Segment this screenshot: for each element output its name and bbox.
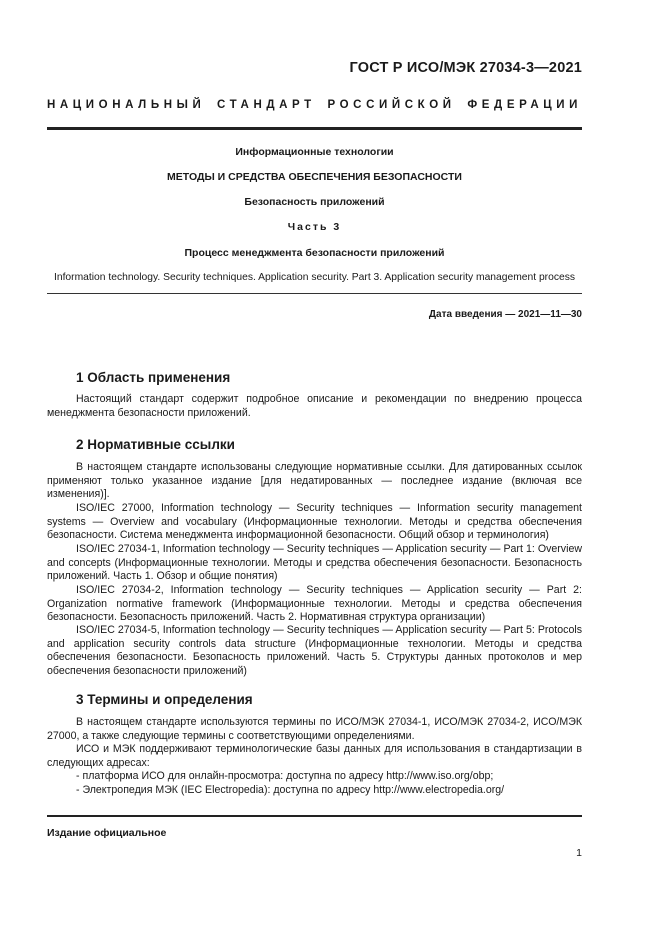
list-item-iso-obp: - платформа ИСО для онлайн-просмотра: доступна по адресу http://www.iso.org/obp;	[76, 770, 494, 782]
reference-iso-27034-2: ISO/IEC 27034-2, Information technology — Security techniques — Application security — Part 2: Organization normative framework (Информационные технологии. Методы и средства обеспечения безопасности. Безопасность приложений. Часть 2. Нормативная структура организации)	[47, 584, 582, 624]
page-number: 1	[576, 847, 582, 859]
reference-iso-27034-1: ISO/IEC 27034-1, Information technology — Security techniques — Application security — Part 1: Overview and concepts (Информационные технологии. Методы и средства обеспечения безопасности. Безопасность приложений. Часть 1. Обзор и общие понятия)	[47, 543, 582, 583]
title-part: Часть 3	[287, 221, 342, 233]
reference-iso-27000: ISO/IEC 27000, Information technology — Security techniques — Information security management systems — Overview and vocabulary (Информационные технологии. Методы и средства обеспечения безопасности. Система менеджмента информационной безопасности. Общий обзор и терминология)	[47, 502, 582, 542]
reference-iso-27034-5: ISO/IEC 27034-5, Information technology — Security techniques — Application security — Part 5: Protocols and application security controls data structure (Информационные технологии. Методы и средства обеспечения безопасности. Безопасность приложений. Часть 5. Структуры данных протоколов и мер обеспечения безопасности приложений)	[47, 624, 582, 678]
section-title-normative-references: 2 Нормативные ссылки	[76, 437, 235, 452]
terms-databases-paragraph: ИСО и МЭК поддерживают терминологические базы данных для использования в стандартизации в следующих адресах:	[47, 743, 582, 769]
header-rule	[47, 127, 582, 130]
title-line-1: Информационные технологии	[235, 146, 394, 158]
intro-date: Дата введения — 2021—11—30	[428, 309, 582, 320]
footer-rule	[47, 815, 582, 817]
title-rule	[47, 293, 582, 294]
section-title-terms: 3 Термины и определения	[76, 692, 253, 707]
scope-paragraph: Настоящий стандарт содержит подробное описание и рекомендации по внедрению процесса менеджмента безопасности приложений.	[47, 393, 582, 419]
title-line-3: Безопасность приложений	[244, 196, 385, 208]
title-line-4: Процесс менеджмента безопасности приложений	[184, 247, 445, 259]
normative-intro-paragraph: В настоящем стандарте использованы следующие нормативные ссылки. Для датированных ссылок применяют только указанное издание [для недатированных — последнее издание (включая все изменения)].	[47, 461, 582, 501]
gost-number: ГОСТ Р ИСО/МЭК 27034-3—2021	[349, 60, 582, 76]
list-item-electropedia: - Электропедия МЭК (IEC Electropedia): доступна по адресу http://www.electropedia.org/	[76, 784, 505, 796]
english-title: Information technology. Security techniques. Application security. Part 3. Application security management process	[53, 272, 576, 283]
title-line-2: МЕТОДЫ И СРЕДСТВА ОБЕСПЕЧЕНИЯ БЕЗОПАСНОСТИ	[167, 171, 462, 183]
section-title-scope: 1 Область применения	[76, 370, 231, 385]
official-edition-label: Издание официальное	[47, 827, 167, 839]
terms-intro-paragraph: В настоящем стандарте используются термины по ИСО/МЭК 27034-1, ИСО/МЭК 27034-2, ИСО/МЭК 27000, а также следующие термины с соответствующими определениями.	[47, 716, 582, 742]
national-standard-heading: НАЦИОНАЛЬНЫЙ СТАНДАРТ РОССИЙСКОЙ ФЕДЕРАЦИИ	[47, 99, 582, 111]
